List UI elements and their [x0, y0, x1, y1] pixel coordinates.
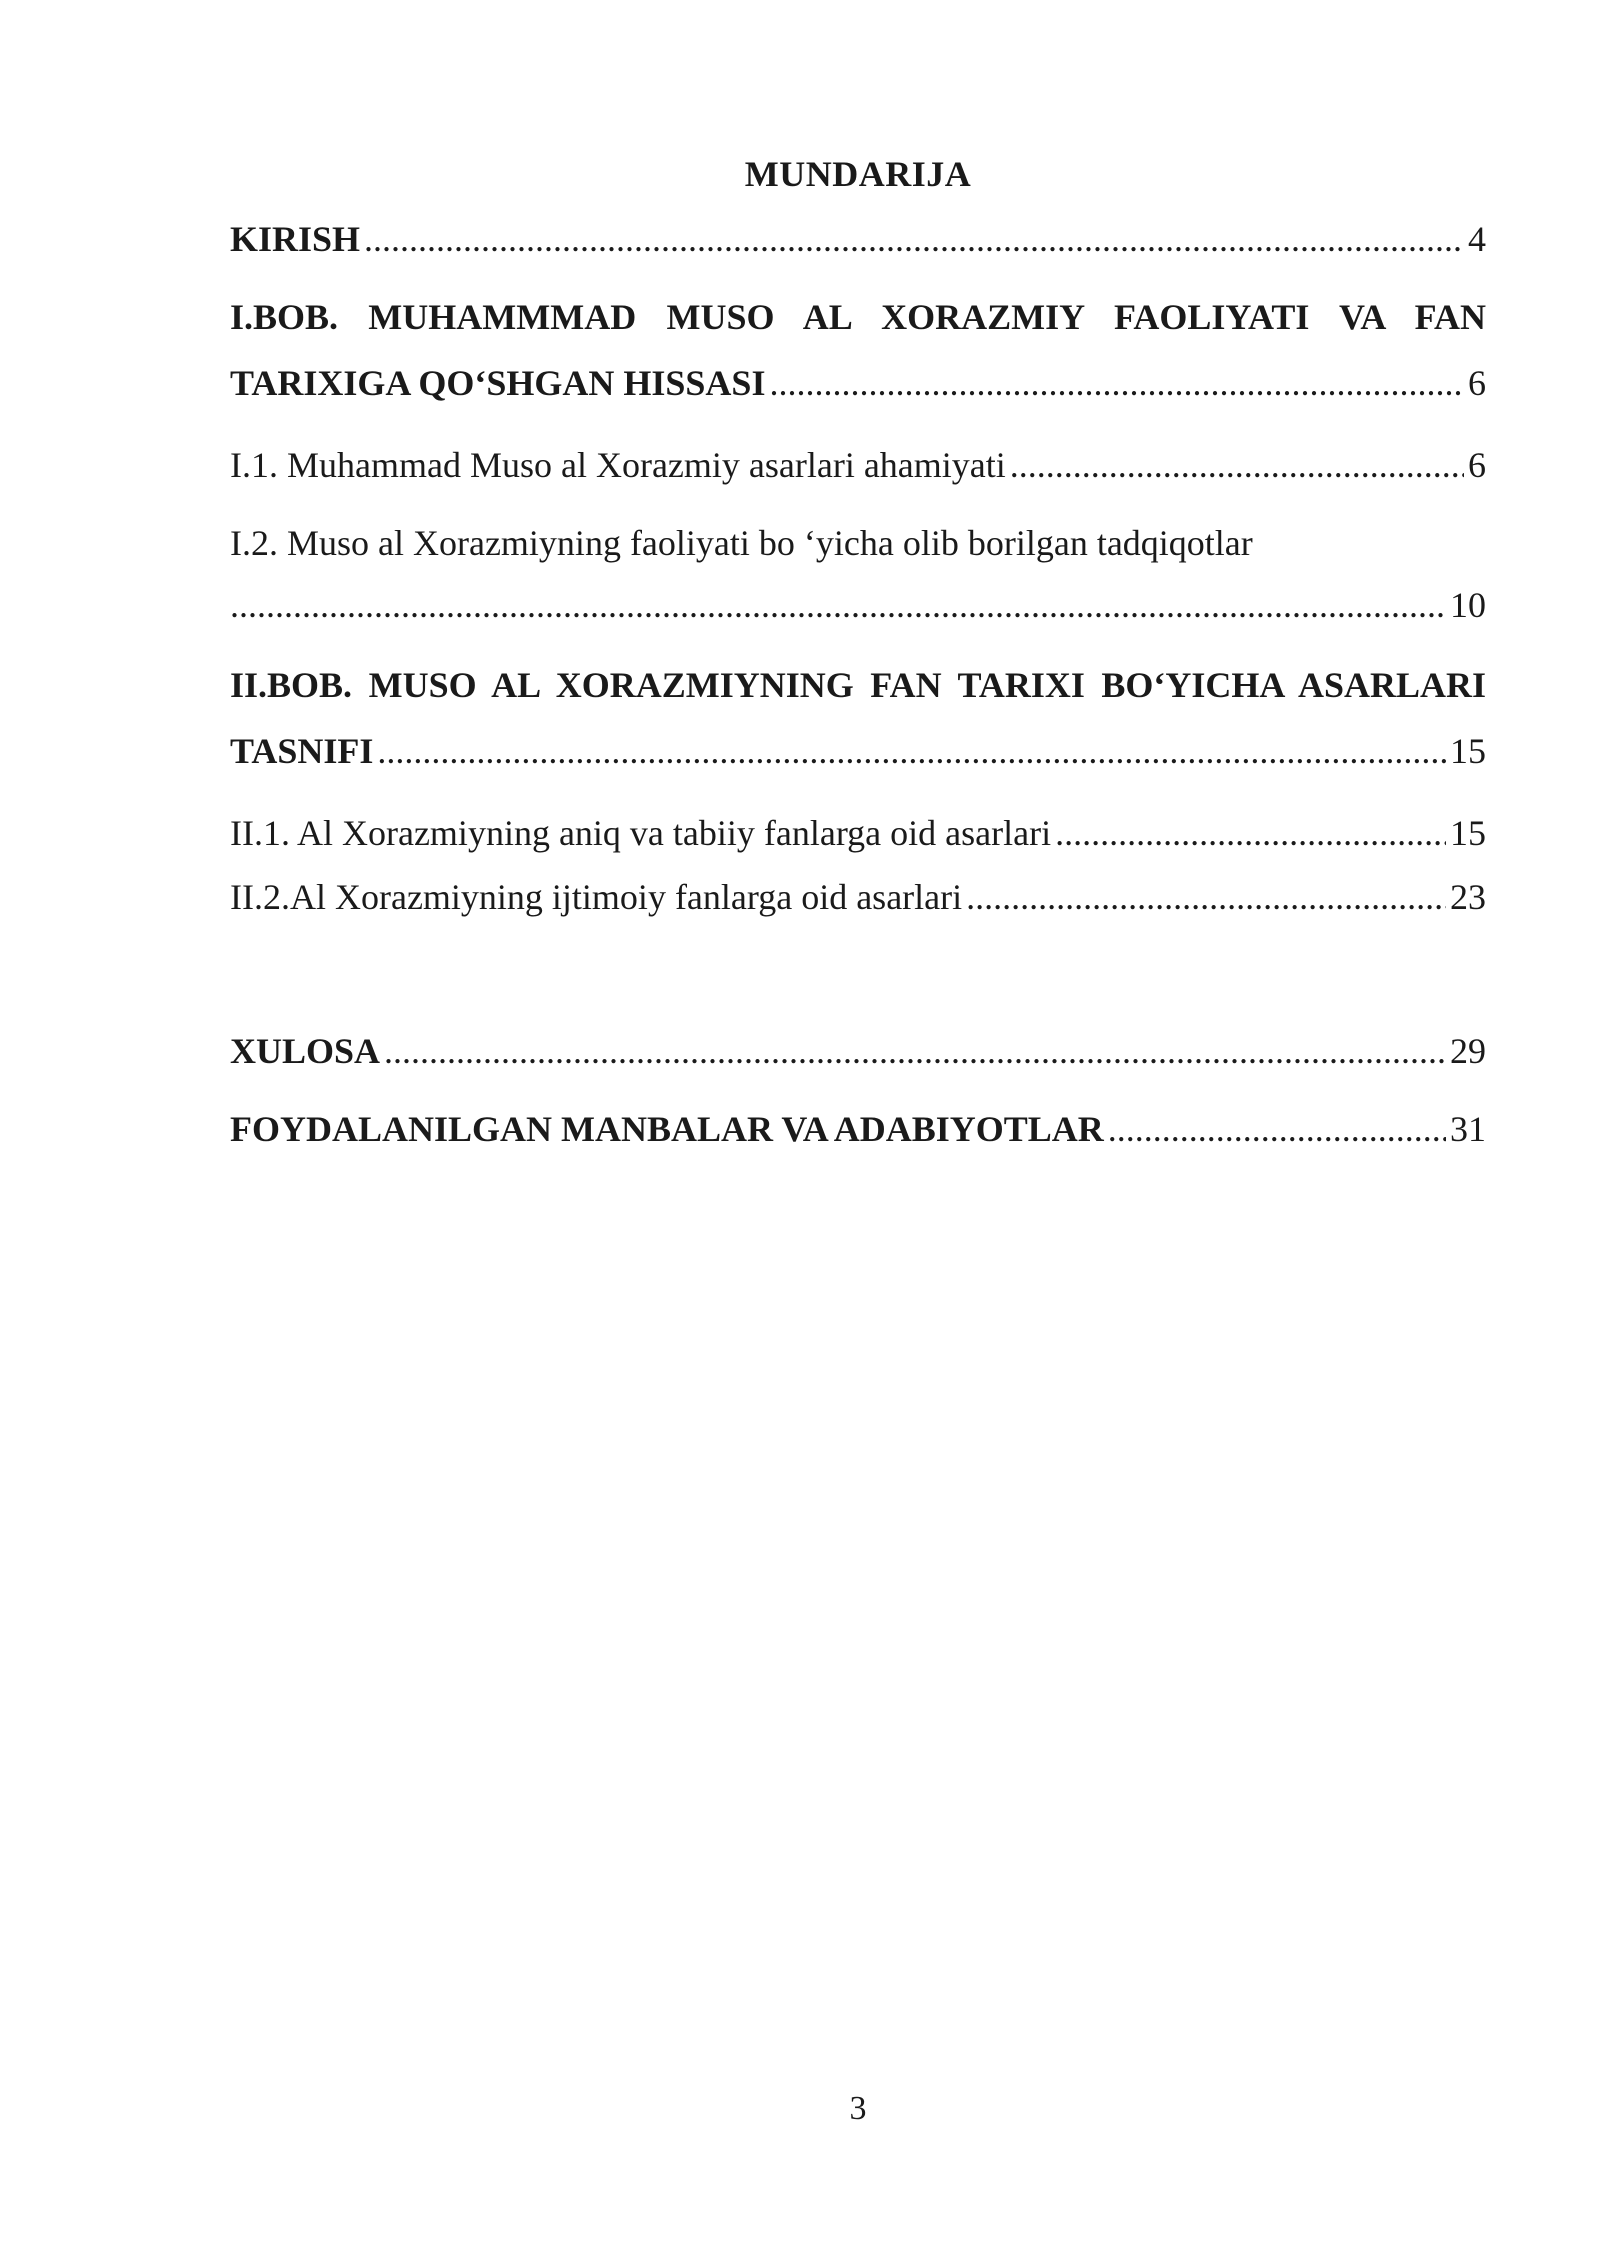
toc-entry-label: FOYDALANILGAN MANBALAR VA ADABIYOTLAR	[230, 1109, 1104, 1149]
toc-page-number: 23	[1450, 877, 1486, 917]
toc-entry-bob1-line1: I.BOB. MUHAMMMAD MUSO AL XORAZMIY FAOLIYATI VA FAN	[230, 297, 1486, 337]
toc-page-number: 15	[1450, 813, 1486, 853]
dot-leader	[364, 218, 1464, 260]
toc-entry-sec11	[230, 444, 1486, 490]
toc-page-number: 29	[1450, 1031, 1486, 1071]
dot-leader	[1055, 812, 1446, 854]
dot-leader	[769, 362, 1464, 404]
toc-entry-label: KIRISH	[230, 219, 361, 259]
dot-leader	[384, 1030, 1446, 1072]
toc-entry-bob1-line2	[230, 362, 1486, 408]
toc-page-number: 15	[1450, 731, 1486, 771]
toc-entry-label: TARIXIGA QO‘SHGAN HISSASI	[230, 363, 766, 403]
toc-entry-xulosa	[230, 1030, 1486, 1076]
dot-leader	[377, 730, 1446, 772]
toc-entry-bob2-line2	[230, 730, 1486, 776]
toc-page-number: 4	[1468, 219, 1486, 259]
toc-entry-sec22	[230, 876, 1486, 922]
toc-page-number: 6	[1468, 445, 1486, 485]
toc-page-number: 6	[1468, 363, 1486, 403]
toc-entry-label: XULOSA	[230, 1031, 381, 1071]
toc-entry-label: I.1. Muhammad Muso al Xorazmiy asarlari ahamiyati	[230, 445, 1006, 485]
toc-title: MUNDARIJA	[744, 154, 972, 194]
toc-entry-label: II.2.Al Xorazmiyning ijtimoiy fanlarga oid asarlari	[230, 877, 963, 917]
dot-leader	[966, 876, 1446, 918]
toc-page-number: 31	[1450, 1109, 1486, 1149]
toc-entry-bob2-line1: II.BOB. MUSO AL XORAZMIYNING FAN TARIXI BO‘YICHA ASARLARI	[230, 665, 1486, 705]
toc-page-number: 10	[1450, 585, 1486, 625]
toc-entry-sec12-leader	[230, 584, 1486, 630]
toc-entry-label: TASNIFI	[230, 731, 374, 771]
dot-leader	[1010, 444, 1464, 486]
toc-entry-label: II.1. Al Xorazmiyning aniq va tabiiy fanlarga oid asarlari	[230, 813, 1052, 853]
dot-leader	[1108, 1108, 1446, 1150]
page-number: 3	[849, 2090, 867, 2127]
toc-entry-sec21	[230, 812, 1486, 858]
toc-entry-sec12-label: I.2. Muso al Xorazmiyning faoliyati bo ‘yicha olib borilgan tadqiqotlar	[230, 523, 1253, 563]
toc-entry-kirish	[230, 218, 1486, 264]
dot-leader	[230, 584, 1446, 626]
toc-entry-manbalar	[230, 1108, 1486, 1154]
